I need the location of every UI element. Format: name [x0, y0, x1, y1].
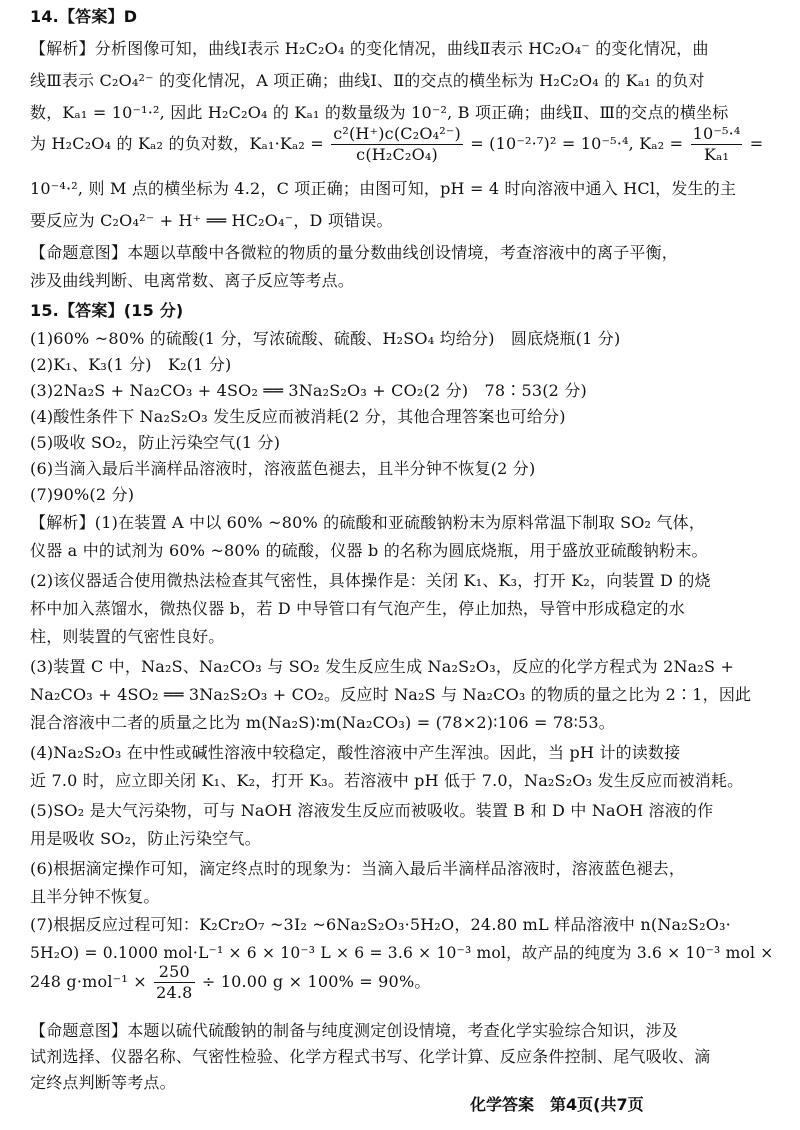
q14-analysis-line-3: 数，Kₐ₁ = 10⁻¹·², 因此 H₂C₂O₄ 的 Kₐ₁ 的数量级为 10⁻², B 项正确；曲线Ⅱ、Ⅲ的交点的横坐标: [30, 103, 729, 122]
q14-answer-head: 14.【答案】D: [30, 7, 138, 26]
q14-intent-line-2: 涉及曲线判断、电离常数、离子反应等考点。: [30, 271, 355, 290]
q15-answer-5: (5)吸收 SO₂，防止污染空气(1 分): [30, 433, 281, 452]
q15-fraction-denominator: 24.8: [156, 983, 193, 1002]
q15-explain-line-7: Na₂CO₃ + 4SO₂ ══ 3Na₂S₂O₃ + CO₂。反应时 Na₂S 与 Na₂CO₃ 的物质的量之比为 2∶1，因此: [30, 685, 752, 704]
q14-fraction-denominator: c(H₂C₂O₄): [356, 145, 438, 164]
q14-fraction2-numerator: 10⁻⁵·⁴: [692, 124, 741, 143]
q14-analysis-line-4: [30, 124, 763, 165]
q15-intent-line-2: 试剂选择、仪器名称、气密性检验、化学方程式书写、化学计算、反应条件控制、尾气吸收、滴: [30, 1047, 711, 1066]
q15-explain-line-17: [30, 962, 431, 1003]
q14-line4-text-a: 为 H₂C₂O₄ 的 Kₐ₂ 的负对数，Kₐ₁·Kₐ₂ =: [30, 134, 324, 153]
q15-explain-line-2: 仪器 a 中的试剂为 60% ~80% 的硫酸，仪器 b 的名称为圆底烧瓶，用于盛放亚硫酸钠粉末。: [30, 541, 708, 560]
q15-line17-text-a: 248 g·mol⁻¹ ×: [30, 972, 147, 991]
q15-explain-line-3: (2)该仪器适合使用微热法检查其气密性，具体操作是：关闭 K₁、K₃，打开 K₂，向装置 D 的烧: [30, 571, 711, 590]
q15-answer-6: (6)当滴入最后半滴样品溶液时，溶液蓝色褪去，且半分钟不恢复(2 分): [30, 459, 536, 478]
q15-answer-2: (2)K₁、K₃(1 分) K₂(1 分): [30, 355, 232, 374]
q14-fraction2-denominator: Kₐ₁: [703, 145, 730, 164]
q15-line17-text-b: ÷ 10.00 g × 100% = 90%。: [201, 972, 431, 991]
q14-line4-text-c: =: [749, 134, 764, 153]
q15-answer-3: (3)2Na₂S + Na₂CO₃ + 4SO₂ ══ 3Na₂S₂O₃ + CO₂(2 分) 78∶53(2 分): [30, 381, 587, 400]
q15-explain-line-9: (4)Na₂S₂O₃ 在中性或碱性溶液中较稳定，酸性溶液中产生浑浊。因此，当 pH 计的读数接: [30, 743, 681, 762]
q15-answer-1: (1)60% ~80% 的硫酸(1 分，写浓硫酸、硫酸、H₂SO₄ 均给分) 圆底烧瓶(1 分): [30, 329, 621, 348]
q15-answer-7: (7)90%(2 分): [30, 485, 135, 504]
q15-fraction-purity: [154, 962, 194, 1003]
q15-explain-line-14: 且半分钟不恢复。: [30, 887, 160, 906]
q14-fraction-ka: [331, 124, 463, 165]
q14-analysis-line-2: 线Ⅲ表示 C₂O₄²⁻ 的变化情况，A 项正确；曲线Ⅰ、Ⅱ的交点的横坐标为 H₂C₂O₄ 的 Kₐ₁ 的负对: [30, 71, 705, 90]
q15-intent-line-1: 【命题意图】本题以硫代硫酸钠的制备与纯度测定创设情境，考查化学实验综合知识，涉及: [30, 1021, 679, 1040]
q14-analysis-line-5: 10⁻⁴·², 则 M 点的横坐标为 4.2，C 项正确；由图可知，pH = 4 时向溶液中通入 HCl，发生的主: [30, 179, 737, 198]
q14-fraction-ka2: [691, 124, 743, 165]
q15-explain-line-11: (5)SO₂ 是大气污染物，可与 NaOH 溶液发生反应而被吸收。装置 B 和 D 中 NaOH 溶液的作: [30, 801, 714, 820]
q15-explain-line-10: 近 7.0 时，应立即关闭 K₁、K₂，打开 K₃。若溶液中 pH 低于 7.0，Na₂S₂O₃ 发生反应而被消耗。: [30, 771, 744, 790]
page-footer: 化学答案 第4页(共7页: [470, 1095, 644, 1114]
q15-explain-line-4: 杯中加入蒸馏水，微热仪器 b，若 D 中导管口有气泡产生，停止加热，导管中形成稳定的水: [30, 599, 685, 618]
q15-explain-line-15: (7)根据反应过程可知：K₂Cr₂O₇ ~3I₂ ~6Na₂S₂O₃·5H₂O，24.80 mL 样品溶液中 n(Na₂S₂O₃·: [30, 915, 731, 934]
q15-answer-head: 15.【答案】(15 分): [30, 301, 184, 320]
q15-answer-4: (4)酸性条件下 Na₂S₂O₃ 发生反应而被消耗(2 分，其他合理答案也可给分): [30, 407, 566, 426]
q15-explain-line-16: 5H₂O) = 0.1000 mol·L⁻¹ × 6 × 10⁻³ L × 6 = 3.6 × 10⁻³ mol，故产品的纯度为 3.6 × 10⁻³ mol ×: [30, 944, 774, 962]
q15-explain-line-1: 【解析】(1)在装置 A 中以 60% ~80% 的硫酸和亚硫酸钠粉末为原料常温下制取 SO₂ 气体，: [30, 513, 706, 532]
q14-fraction-numerator: c²(H⁺)c(C₂O₄²⁻): [333, 124, 461, 143]
q15-explain-line-6: (3)装置 C 中，Na₂S、Na₂CO₃ 与 SO₂ 发生反应生成 Na₂S₂O₃，反应的化学方程式为 2Na₂S +: [30, 657, 735, 676]
q15-intent-line-3: 定终点判断等考点。: [30, 1073, 176, 1092]
q14-line4-text-b: = (10⁻²·⁷)² = 10⁻⁵·⁴, Kₐ₂ =: [470, 134, 684, 153]
q14-intent-line-1: 【命题意图】本题以草酸中各微粒的物质的量分数曲线创设情境，考查溶液中的离子平衡，: [30, 243, 679, 262]
q15-explain-line-12: 用是吸收 SO₂，防止污染空气。: [30, 829, 261, 848]
q14-analysis-line-1: 【解析】分析图像可知，曲线Ⅰ表示 H₂C₂O₄ 的变化情况，曲线Ⅱ表示 HC₂O₄⁻ 的变化情况，曲: [30, 39, 709, 58]
q15-fraction-numerator: 250: [154, 962, 194, 983]
q15-explain-line-5: 柱，则装置的气密性良好。: [30, 627, 225, 646]
q15-explain-line-13: (6)根据滴定操作可知，滴定终点时的现象为：当滴入最后半滴样品溶液时，溶液蓝色褪去，: [30, 859, 686, 878]
q15-explain-line-8: 混合溶液中二者的质量之比为 m(Na₂S)∶m(Na₂CO₃) = (78×2)∶106 = 78∶53。: [30, 713, 615, 732]
q14-analysis-line-6: 要反应为 C₂O₄²⁻ + H⁺ ══ HC₂O₄⁻，D 项错误。: [30, 211, 393, 230]
